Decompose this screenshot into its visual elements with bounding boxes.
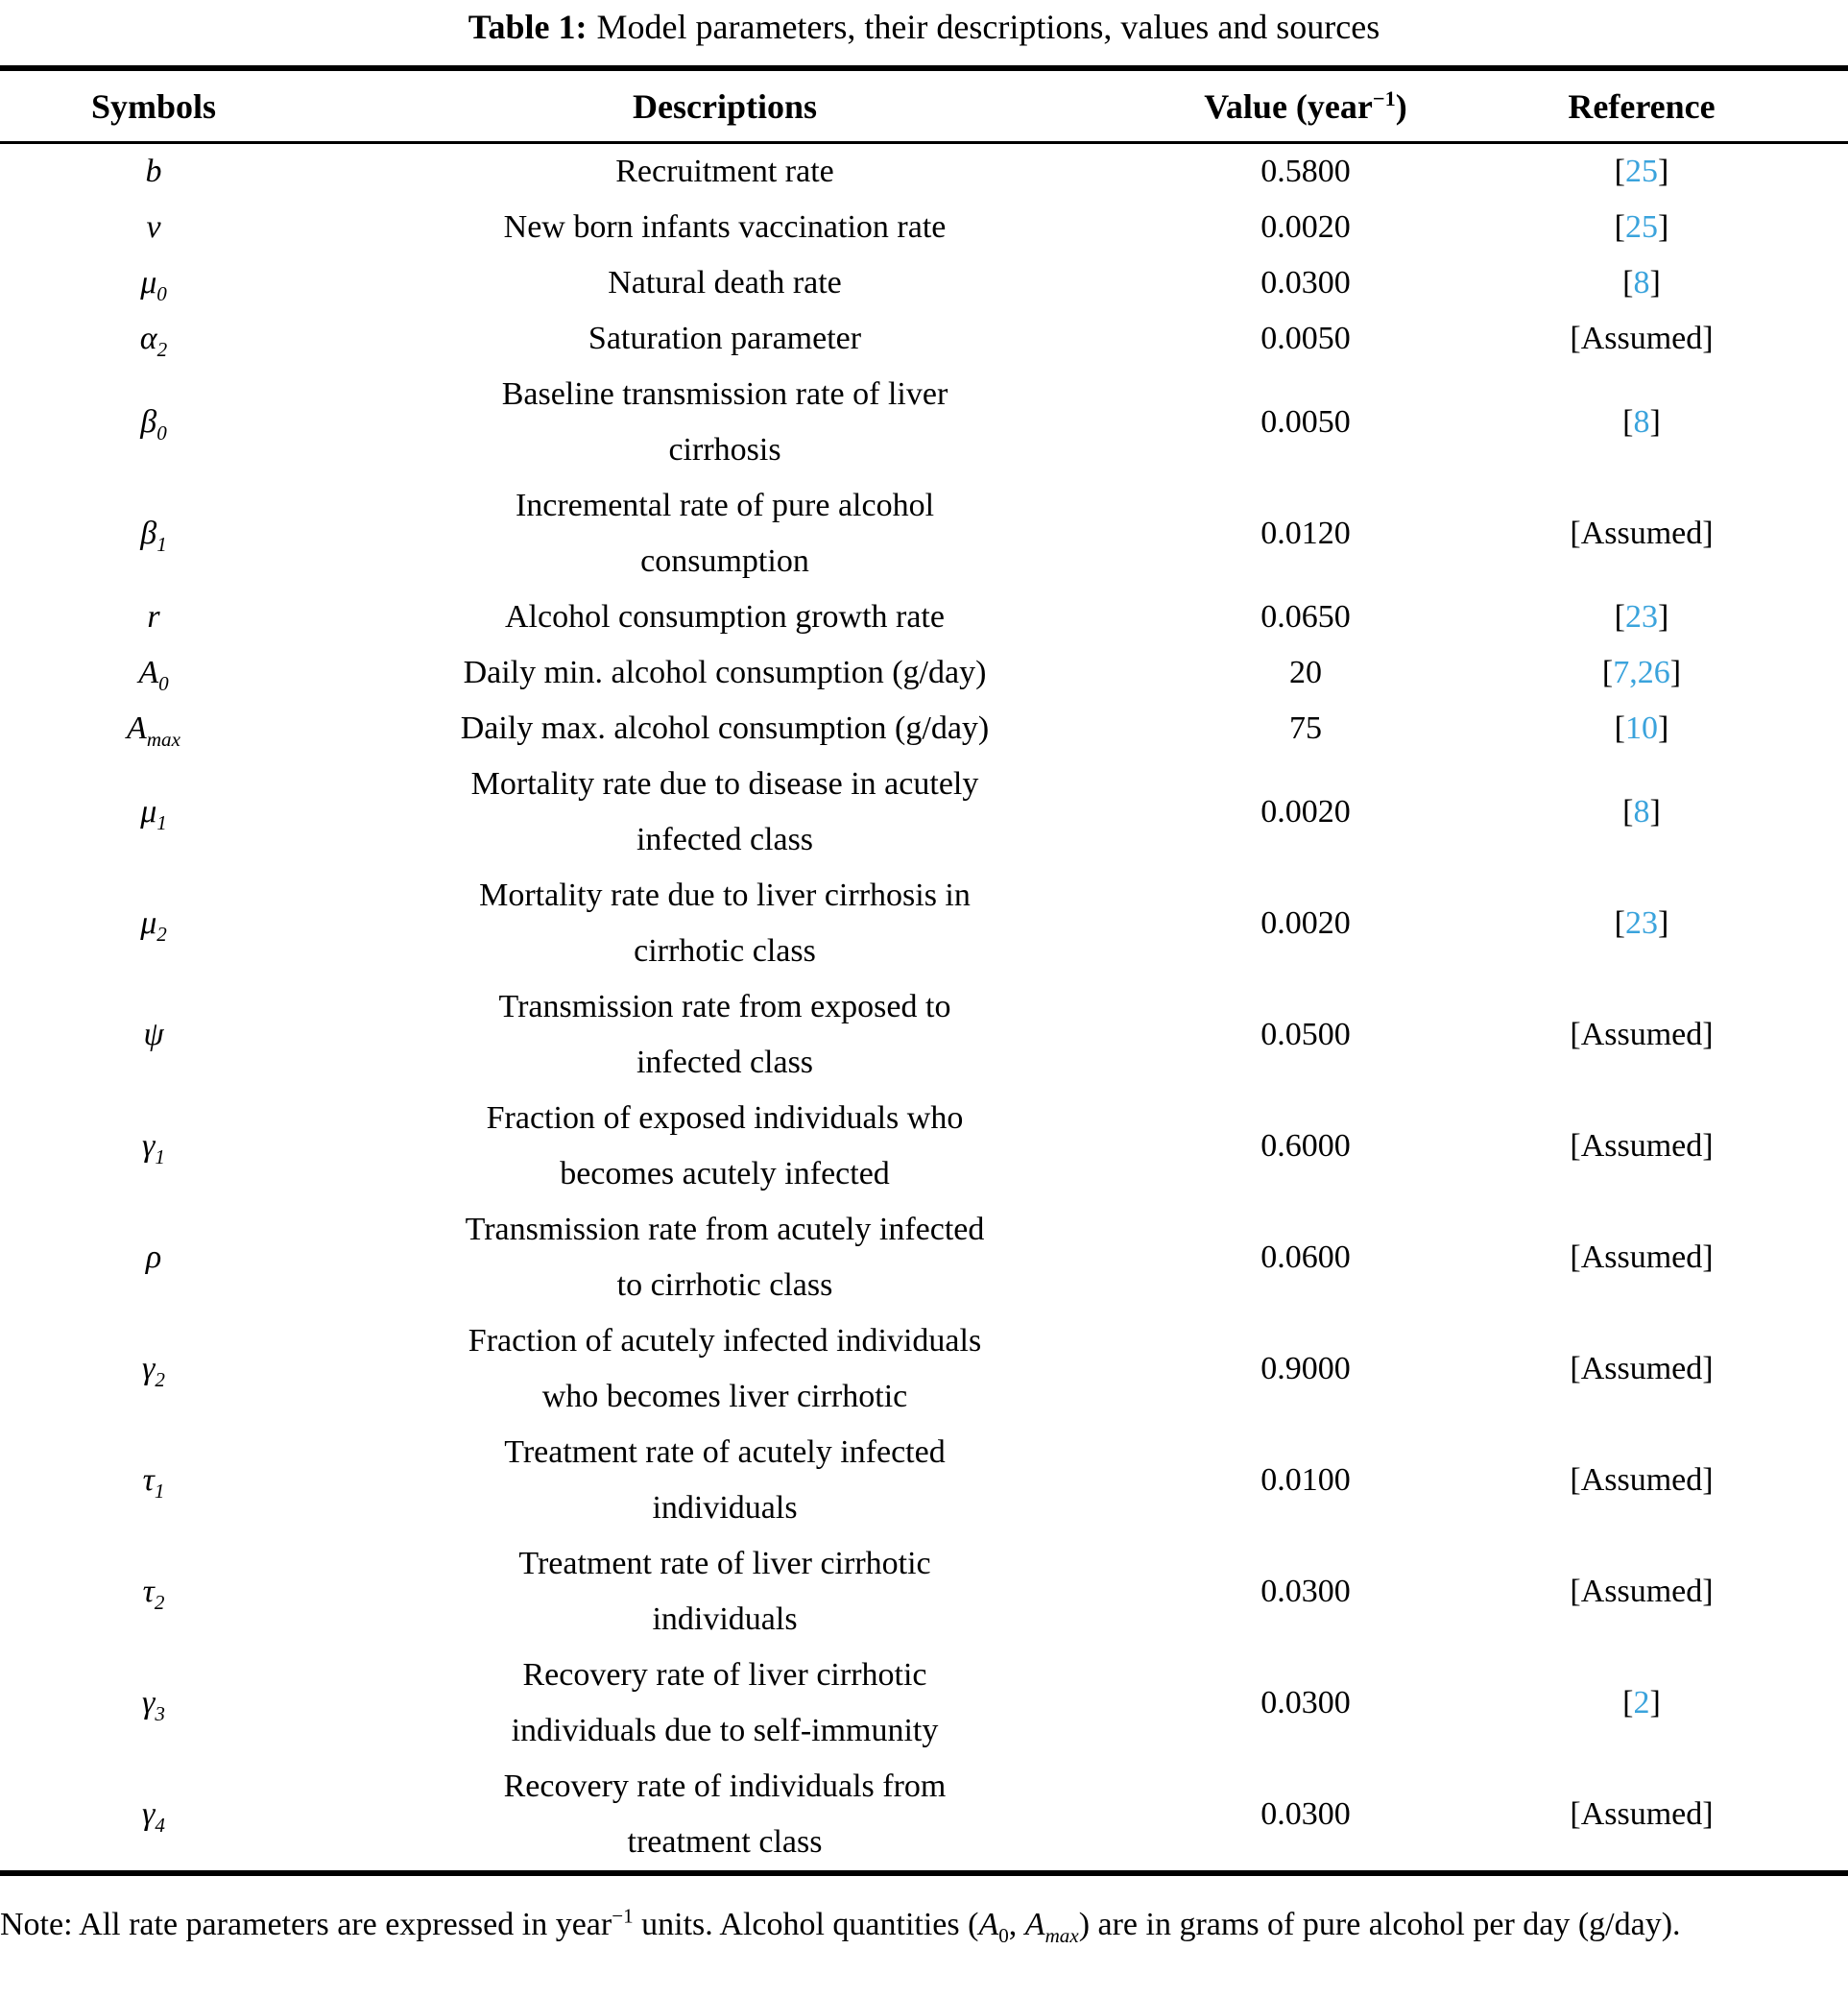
note-text: Note: All rate parameters are expressed in year [0,1907,612,1942]
param-value: 0.0020 [1260,794,1351,830]
bracket-close: ] [1658,710,1669,746]
bracket-open: [ [1601,655,1614,690]
note-sup: −1 [612,1904,634,1928]
table-row [0,868,1848,979]
note-symbol-a0: A [978,1907,999,1942]
citation-link[interactable]: 25 [1625,209,1658,245]
param-reference [1469,144,1814,200]
citation-link[interactable]: 8 [1633,794,1650,830]
param-symbol: r [147,599,160,635]
param-value: 0.0300 [1260,1685,1351,1720]
citation-link[interactable]: 23 [1625,599,1658,635]
reference-value: Assumed [1580,516,1703,551]
param-symbol: $A_0$ [138,655,169,695]
param-symbol: $A_{max}$ [127,710,180,751]
param-reference [1469,1564,1814,1620]
note-symbol-amax: A [1024,1907,1045,1942]
param-description: Recruitment rate [615,154,834,189]
bracket-close: ] [1669,655,1682,690]
param-description: Recovery rate of liver cirrhotic individuals due to self-immunity [511,1657,939,1748]
table-row [0,1202,1848,1313]
param-value: 0.0100 [1260,1462,1351,1498]
param-description: Baseline transmission rate of liver cirrhosis [501,376,948,468]
table-caption [0,0,1848,48]
table-row [0,979,1848,1091]
bracket-open: [ [1614,154,1625,189]
param-value: 75 [1289,710,1322,746]
reference-value: Assumed [1580,1796,1703,1832]
param-symbol: $\gamma_2$ [142,1351,165,1391]
param-reference [1469,1230,1814,1286]
bracket-close: ] [1649,794,1661,830]
param-description: Incremental rate of pure alcohol consumption [515,488,935,579]
citation-link[interactable]: 2 [1633,1685,1650,1720]
table-body [0,144,1848,1870]
bracket-open: [ [1570,1239,1581,1275]
param-value: 0.0120 [1260,516,1351,551]
param-description: Treatment rate of acutely infected individuals [504,1434,946,1526]
table-row [0,701,1848,757]
bracket-open: [ [1570,1796,1581,1832]
bracket-close: ] [1702,1239,1714,1275]
bracket-open: [ [1570,1574,1581,1609]
param-value: 0.0600 [1260,1239,1351,1275]
param-value: 0.0300 [1260,1574,1351,1609]
param-value: 0.0050 [1260,404,1351,440]
param-symbol: $\mu_1$ [140,794,167,834]
param-symbol: $\gamma_4$ [142,1796,165,1837]
bracket-close: ] [1702,1351,1714,1386]
param-symbol: $\gamma_1$ [142,1128,165,1168]
param-value: 0.9000 [1260,1351,1351,1386]
param-reference [1469,589,1814,645]
citation-link[interactable]: 8 [1633,265,1650,301]
column-header-descriptions: Descriptions [633,86,817,126]
table-row [0,757,1848,868]
table-row [0,367,1848,478]
param-description: Daily min. alcohol consumption (g/day) [463,655,987,690]
bracket-close: ] [1658,154,1669,189]
param-description: Fraction of exposed individuals who becomes acutely infected [486,1100,964,1191]
bracket-close: ] [1649,404,1661,440]
table-row [0,1536,1848,1648]
param-symbol: ψ [143,1017,164,1052]
bracket-open: [ [1570,1128,1581,1164]
bracket-open: [ [1614,905,1625,941]
param-description: Treatment rate of liver cirrhotic individuals [518,1546,931,1637]
bracket-close: ] [1702,1462,1714,1498]
table-row [0,144,1848,200]
bracket-close: ] [1649,1685,1661,1720]
param-symbol: $\mu_2$ [140,905,167,946]
bracket-close: ] [1702,1017,1714,1052]
bracket-close: ] [1658,209,1669,245]
citation-link[interactable]: 8 [1633,404,1650,440]
param-description: Daily max. alcohol consumption (g/day) [460,710,990,746]
param-value: 20 [1289,655,1322,690]
citation-link[interactable]: 7,26 [1613,655,1670,690]
param-symbol: $\beta_1$ [140,516,167,556]
reference-value: Assumed [1580,1239,1703,1275]
column-header-value: Value (year$^{-1}$) [1204,85,1407,126]
table-row [0,1648,1848,1759]
param-value: 0.6000 [1260,1128,1351,1164]
param-symbol: ρ [145,1239,162,1275]
param-reference [1469,701,1814,757]
reference-value: Assumed [1580,1574,1703,1609]
param-reference [1469,645,1814,701]
table-bottom-rule [0,1870,1848,1876]
param-symbol: $\tau_2$ [142,1574,165,1614]
param-description: Recovery rate of individuals from treatment class [503,1768,947,1860]
param-reference [1469,311,1814,367]
bracket-close: ] [1658,905,1669,941]
reference-value: Assumed [1580,321,1703,356]
param-value: 0.5800 [1260,154,1351,189]
table-caption-text: Model parameters, their descriptions, values and sources [596,8,1380,46]
citation-link[interactable]: 10 [1625,710,1658,746]
bracket-open: [ [1614,710,1625,746]
bracket-open: [ [1622,265,1634,301]
bracket-open: [ [1614,599,1625,635]
param-reference [1469,200,1814,255]
param-reference [1469,1119,1814,1174]
table-header-row [0,71,1848,141]
bracket-open: [ [1622,1685,1634,1720]
param-value: 0.0500 [1260,1017,1351,1052]
param-reference [1469,1453,1814,1508]
param-description: Alcohol consumption growth rate [505,599,945,635]
column-header-symbols: Symbols [90,86,217,126]
bracket-close: ] [1702,516,1714,551]
bracket-open: [ [1614,209,1625,245]
param-description: Saturation parameter [588,321,862,356]
citation-link[interactable]: 23 [1625,905,1658,941]
reference-value: Assumed [1580,1128,1703,1164]
column-header-reference: Reference [1568,86,1716,126]
bracket-close: ] [1649,265,1661,301]
bracket-close: ] [1702,1574,1714,1609]
param-description: Fraction of acutely infected individuals who becomes liver cirrhotic [468,1323,982,1414]
param-value: 0.0650 [1260,599,1351,635]
param-value: 0.0300 [1260,1796,1351,1832]
reference-value: Assumed [1580,1351,1703,1386]
bracket-close: ] [1702,1796,1714,1832]
param-value: 0.0300 [1260,265,1351,301]
bracket-open: [ [1570,1462,1581,1498]
reference-value: Assumed [1580,1462,1703,1498]
param-value: 0.0050 [1260,321,1351,356]
param-reference [1469,896,1814,951]
citation-link[interactable]: 25 [1625,154,1658,189]
param-description: Transmission rate from exposed to infected class [498,989,951,1080]
reference-value: Assumed [1580,1017,1703,1052]
param-symbol: $\beta_0$ [140,404,167,445]
bracket-open: [ [1570,516,1581,551]
param-symbol: b [145,154,162,189]
table-row [0,1425,1848,1536]
table-row [0,1313,1848,1425]
param-reference [1469,506,1814,562]
param-description: Transmission rate from acutely infected to cirrhotic class [465,1212,985,1303]
bracket-close: ] [1702,321,1714,356]
table-row [0,1759,1848,1870]
bracket-close: ] [1702,1128,1714,1164]
bracket-open: [ [1570,1351,1581,1386]
table-row [0,1091,1848,1202]
param-symbol: ν [146,209,161,245]
table-row [0,645,1848,701]
table-row [0,478,1848,589]
param-description: Mortality rate due to disease in acutely infected class [470,766,979,857]
param-value: 0.0020 [1260,905,1351,941]
param-reference [1469,1675,1814,1731]
table-row [0,200,1848,255]
bracket-open: [ [1622,404,1634,440]
bracket-open: [ [1622,794,1634,830]
table-row [0,255,1848,311]
table-caption-label: Table 1: [468,8,588,46]
param-reference [1469,1787,1814,1842]
param-description: New born infants vaccination rate [503,209,947,245]
param-reference [1469,1007,1814,1063]
param-description: Natural death rate [608,265,842,301]
param-reference [1469,255,1814,311]
table-note: Note: All rate parameters are expressed in year$^{-1}$ units. Alcohol quantities ($A_0$, $A_{max}$) are in grams of pure alcohol per day (g/day). [0,1904,1681,1947]
table-row [0,311,1848,367]
param-reference [1469,1341,1814,1397]
param-description: Mortality rate due to liver cirrhosis in cirrhotic class [479,878,971,969]
bracket-close: ] [1658,599,1669,635]
param-reference [1469,784,1814,840]
bracket-open: [ [1570,1017,1581,1052]
param-symbol: $\tau_1$ [142,1462,165,1503]
table-row [0,589,1848,645]
param-symbol: $\gamma_3$ [142,1685,165,1725]
param-reference [1469,395,1814,450]
param-symbol: $\alpha_2$ [139,321,168,361]
bracket-open: [ [1570,321,1581,356]
param-symbol: $\mu_0$ [140,265,167,305]
param-value: 0.0020 [1260,209,1351,245]
